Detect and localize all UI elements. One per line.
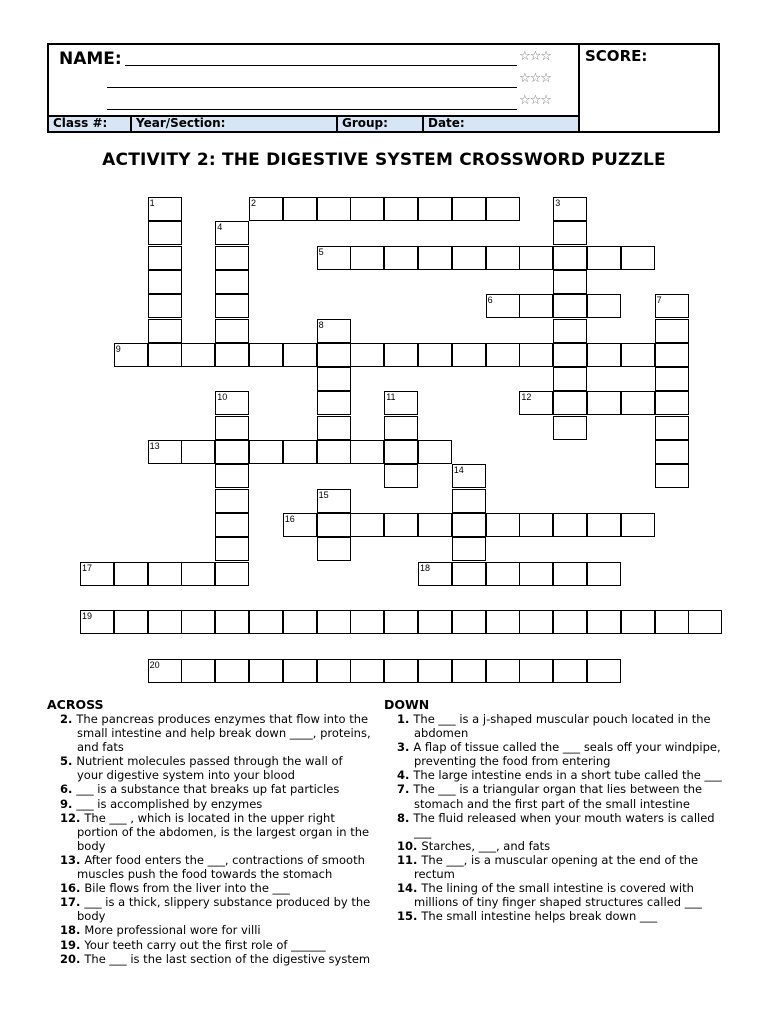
group-field[interactable]: Group: [338,117,424,131]
crossword-cell[interactable] [215,464,249,488]
clue-num: 9. [60,796,77,811]
clue-text: After food enters the ___, contractions of smooth muscles push the food towards the stomach [77,852,365,882]
crossword-cell[interactable] [350,343,384,367]
clue-num: 18. [60,923,85,938]
crossword-cell[interactable] [519,659,553,683]
crossword-cell[interactable] [384,416,418,440]
crossword-cell[interactable] [418,610,452,634]
crossword-cell[interactable] [181,659,215,683]
crossword-cell[interactable] [350,659,384,683]
crossword-cell[interactable] [215,610,249,634]
crossword-cell[interactable] [317,197,351,221]
down-clue [384,909,729,923]
score-label: SCORE: [585,47,648,65]
crossword-cell[interactable] [384,391,418,415]
crossword-cell[interactable] [587,294,621,318]
name-line-1[interactable] [125,65,517,66]
crossword-cell[interactable] [283,610,317,634]
crossword-cell[interactable] [317,513,351,537]
crossword-cell[interactable] [587,343,621,367]
clue-text: ___ is accomplished by enzymes [76,796,263,811]
clue-number: 2 [251,198,257,208]
clue-num: 15. [397,909,422,924]
crossword-cell[interactable] [283,440,317,464]
crossword-cell[interactable] [114,610,148,634]
crossword-cell[interactable] [519,246,553,270]
crossword-cell[interactable] [553,246,587,270]
crossword-cell[interactable] [452,610,486,634]
crossword-cell[interactable] [418,562,452,586]
down-heading: DOWN [384,697,430,712]
clue-num: 17. [60,895,85,910]
name-line-2[interactable] [107,87,517,88]
crossword-cell[interactable] [317,416,351,440]
crossword-cell[interactable] [452,562,486,586]
crossword-cell[interactable] [486,343,520,367]
down-clue [384,740,729,768]
crossword-cell[interactable] [317,489,351,513]
clue-number: 12 [521,392,532,403]
crossword-cell[interactable] [384,513,418,537]
clue-text: Starches, ___, and fats [421,838,551,853]
crossword-cell[interactable] [148,659,182,683]
crossword-cell[interactable] [587,513,621,537]
crossword-cell[interactable] [418,513,452,537]
clue-num: 7. [397,782,414,797]
crossword-cell[interactable] [317,343,351,367]
crossword-cell[interactable] [519,294,553,318]
crossword-cell[interactable] [655,294,689,318]
crossword-cell[interactable] [317,537,351,561]
down-clue [384,782,729,810]
crossword-cell[interactable] [553,513,587,537]
crossword-cell[interactable] [249,197,283,221]
crossword-cell[interactable] [418,197,452,221]
class-number-field[interactable]: Class #: [49,117,132,131]
crossword-cell[interactable] [519,513,553,537]
down-clue [384,839,729,853]
crossword-cell[interactable] [621,246,655,270]
crossword-cell[interactable] [249,610,283,634]
clue-num: 13. [60,852,85,867]
crossword-cell[interactable] [249,440,283,464]
crossword-cell[interactable] [283,197,317,221]
crossword-cell[interactable] [384,464,418,488]
crossword-cell[interactable] [486,659,520,683]
across-clue [47,811,372,853]
year-section-field[interactable]: Year/Section: [132,117,338,131]
crossword-cell[interactable] [655,391,689,415]
crossword-cell[interactable] [215,294,249,318]
down-clue [384,712,729,740]
info-row [49,115,578,131]
crossword-cell[interactable] [655,440,689,464]
date-field[interactable]: Date: [428,116,465,130]
crossword-cell[interactable] [553,659,587,683]
clue-text: The small intestine helps break down ___ [421,909,658,924]
crossword-cell[interactable] [418,343,452,367]
crossword-cell[interactable] [553,562,587,586]
crossword-cell[interactable] [350,440,384,464]
crossword-cell[interactable] [452,246,486,270]
crossword-cell[interactable] [486,610,520,634]
crossword-cell[interactable] [80,562,114,586]
crossword-cell[interactable] [249,343,283,367]
clue-num: 8. [397,810,414,825]
clue-number: 14 [453,465,464,476]
name-label: NAME: [59,49,122,69]
crossword-cell[interactable] [384,440,418,464]
crossword-cell[interactable] [655,319,689,343]
crossword-cell[interactable] [350,197,384,221]
crossword-cell[interactable] [80,610,114,634]
crossword-cell[interactable] [181,440,215,464]
crossword-cell[interactable] [418,440,452,464]
crossword-cell[interactable] [283,659,317,683]
crossword-cell[interactable] [452,343,486,367]
crossword-cell[interactable] [486,294,520,318]
clue-text: The fluid released when your mouth waters is called ___ [413,810,715,839]
crossword-cell[interactable] [215,440,249,464]
clue-num: 11. [397,852,422,867]
across-clues [47,698,372,966]
clue-num: 10. [397,838,422,853]
star-rating-3[interactable]: ☆☆☆ [519,93,551,108]
crossword-cell[interactable] [317,391,351,415]
across-clue [47,797,372,811]
clue-text: The ___ is a triangular organ that lies between the stomach and the first part of the small intestine [413,782,703,811]
clue-number: 19 [82,611,93,622]
crossword-cell[interactable] [148,562,182,586]
crossword-cell[interactable] [486,562,520,586]
clue-text: Nutrient molecules passed through the wall of your digestive system into your blood [76,754,343,783]
crossword-cell[interactable] [317,319,351,343]
clue-num: 19. [60,937,85,952]
clue-num: 6. [60,782,77,797]
clue-num: 12. [60,810,85,825]
crossword-cell[interactable] [519,562,553,586]
crossword-cell[interactable] [148,610,182,634]
crossword-cell[interactable] [553,319,587,343]
crossword-cell[interactable] [452,659,486,683]
crossword-cell[interactable] [587,610,621,634]
crossword-cell[interactable] [688,610,722,634]
crossword-cell[interactable] [587,562,621,586]
crossword-cell[interactable] [655,416,689,440]
crossword-cell[interactable] [452,513,486,537]
crossword-cell[interactable] [215,416,249,440]
crossword-cell[interactable] [486,246,520,270]
crossword-cell[interactable] [350,246,384,270]
clue-text: ___ is a substance that breaks up fat particles [76,782,340,797]
clue-num: 4. [397,768,414,783]
crossword-cell[interactable] [114,343,148,367]
across-clue [47,952,372,966]
down-clue [384,853,729,881]
crossword-cell[interactable] [418,246,452,270]
crossword-cell[interactable] [384,197,418,221]
crossword-cell[interactable] [587,659,621,683]
clue-number: 6 [487,295,493,306]
crossword-cell[interactable] [215,246,249,270]
crossword-cell[interactable] [148,270,182,294]
crossword-cell[interactable] [621,610,655,634]
crossword-cell[interactable] [215,537,249,561]
crossword-cell[interactable] [148,221,182,245]
crossword-cell[interactable] [148,246,182,270]
crossword-cell[interactable] [452,537,486,561]
clue-number: 11 [386,392,396,403]
clue-number: 20 [149,659,160,670]
crossword-cell[interactable] [621,513,655,537]
clue-number: 1 [149,198,155,208]
clue-num: 14. [397,881,422,896]
crossword-cell[interactable] [553,343,587,367]
clue-text: A flap of tissue called the ___ seals off your windpipe, preventing the food from entering [413,740,721,769]
clue-number: 4 [217,222,223,233]
crossword-cell[interactable] [283,343,317,367]
clue-number: 5 [318,246,324,257]
crossword-cell[interactable] [249,659,283,683]
crossword-cell[interactable] [553,294,587,318]
crossword-cell[interactable] [587,391,621,415]
crossword-cell[interactable] [553,416,587,440]
crossword-cell[interactable] [486,513,520,537]
across-clue [47,938,372,952]
clue-text: Your teeth carry out the first role of ______ [84,937,326,952]
crossword-cell[interactable] [215,319,249,343]
crossword-cell[interactable] [215,270,249,294]
student-info-box [47,43,720,133]
across-heading: ACROSS [47,697,104,712]
across-clue [47,895,372,923]
across-clue [47,712,372,754]
across-clue [47,782,372,796]
crossword-cell[interactable] [317,610,351,634]
clue-num: 5. [60,754,77,769]
crossword-cell[interactable] [621,391,655,415]
crossword-cell[interactable] [553,270,587,294]
clue-num: 16. [60,881,85,896]
crossword-cell[interactable] [384,659,418,683]
crossword-cell[interactable] [384,610,418,634]
clue-number: 8 [318,319,324,330]
clue-text: More professional wore for villi [84,923,261,938]
crossword-cell[interactable] [283,513,317,537]
crossword-cell[interactable] [553,221,587,245]
crossword-cell[interactable] [553,610,587,634]
crossword-cell[interactable] [148,197,182,221]
crossword-cell[interactable] [148,343,182,367]
crossword-cell[interactable] [181,610,215,634]
crossword-cell[interactable] [215,562,249,586]
across-clue [47,881,372,895]
down-clues [384,698,729,923]
crossword-cell[interactable] [317,246,351,270]
crossword-cell[interactable] [519,343,553,367]
crossword-cell[interactable] [148,294,182,318]
crossword-cell[interactable] [181,343,215,367]
crossword-cell[interactable] [519,610,553,634]
down-clue [384,811,729,839]
crossword-cell[interactable] [519,391,553,415]
crossword-cell[interactable] [384,343,418,367]
crossword-cell[interactable] [384,246,418,270]
crossword-cell[interactable] [114,562,148,586]
star-rating-2[interactable]: ☆☆☆ [519,71,551,86]
crossword-cell[interactable] [452,197,486,221]
crossword-cell[interactable] [655,610,689,634]
crossword-cell[interactable] [148,319,182,343]
crossword-cell[interactable] [655,343,689,367]
name-area [49,45,578,115]
crossword-cell[interactable] [553,197,587,221]
clue-number: 10 [217,392,228,403]
crossword-cell[interactable] [317,367,351,391]
crossword-cell[interactable] [215,221,249,245]
down-clue [384,881,729,909]
crossword-cell[interactable] [317,440,351,464]
crossword-cell[interactable] [553,391,587,415]
clue-text: The ___ is the last section of the digestive system [84,951,371,966]
crossword-cell[interactable] [452,464,486,488]
crossword-cell[interactable] [655,367,689,391]
crossword-cell[interactable] [418,659,452,683]
crossword-cell[interactable] [215,391,249,415]
clue-text: The ___, is a muscular opening at the end of the rectum [414,852,699,882]
crossword-cell[interactable] [350,513,384,537]
crossword-cell[interactable] [587,246,621,270]
crossword-cell[interactable] [350,610,384,634]
page-title: ACTIVITY 2: THE DIGESTIVE SYSTEM CROSSWORD PUZZLE [102,150,666,170]
crossword-cell[interactable] [621,343,655,367]
crossword-cell[interactable] [215,343,249,367]
across-clue [47,754,372,782]
across-clue [47,853,372,881]
clue-number: 9 [115,343,121,354]
clue-num: 20. [60,951,85,966]
name-line-3[interactable] [107,109,517,110]
clue-text: The ___ is a j-shaped muscular pouch located in the abdomen [413,712,711,741]
crossword-cell[interactable] [215,489,249,513]
across-clue [47,923,372,937]
clue-number: 17 [82,562,93,573]
score-area[interactable] [578,45,720,131]
clue-text: The pancreas produces enzymes that flow into the small intestine and help break down ____, proteins, and fats [76,712,371,755]
crossword-cell[interactable] [215,513,249,537]
clue-number: 13 [149,441,160,451]
clue-text: The lining of the small intestine is covered with millions of tiny finger shaped structures called ___ [414,881,702,910]
clue-number: 16 [284,513,295,524]
crossword-cell[interactable] [452,489,486,513]
clue-num: 2. [60,712,77,726]
clue-number: 7 [656,295,662,306]
clue-text: The ___ , which is located in the upper right portion of the abdomen, is the largest organ in the body [77,810,370,853]
crossword-cell[interactable] [655,464,689,488]
clue-number: 18 [420,562,431,573]
crossword-cell[interactable] [181,562,215,586]
clue-number: 15 [318,489,329,500]
crossword-cell[interactable] [553,367,587,391]
crossword-cell[interactable] [148,440,182,464]
crossword-cell[interactable] [215,659,249,683]
down-clue [384,768,729,782]
clue-number: 3 [555,198,561,208]
crossword-cell[interactable] [486,197,520,221]
clue-num: 3. [397,740,414,755]
clue-text: Bile flows from the liver into the ___ [84,881,290,896]
clue-text: The large intestine ends in a short tube called the ___ [413,768,722,783]
clue-text: ___ is a thick, slippery substance produced by the body [77,895,371,924]
crossword-cell[interactable] [317,659,351,683]
star-rating-1[interactable]: ☆☆☆ [519,49,551,64]
clue-num: 1. [397,712,414,726]
